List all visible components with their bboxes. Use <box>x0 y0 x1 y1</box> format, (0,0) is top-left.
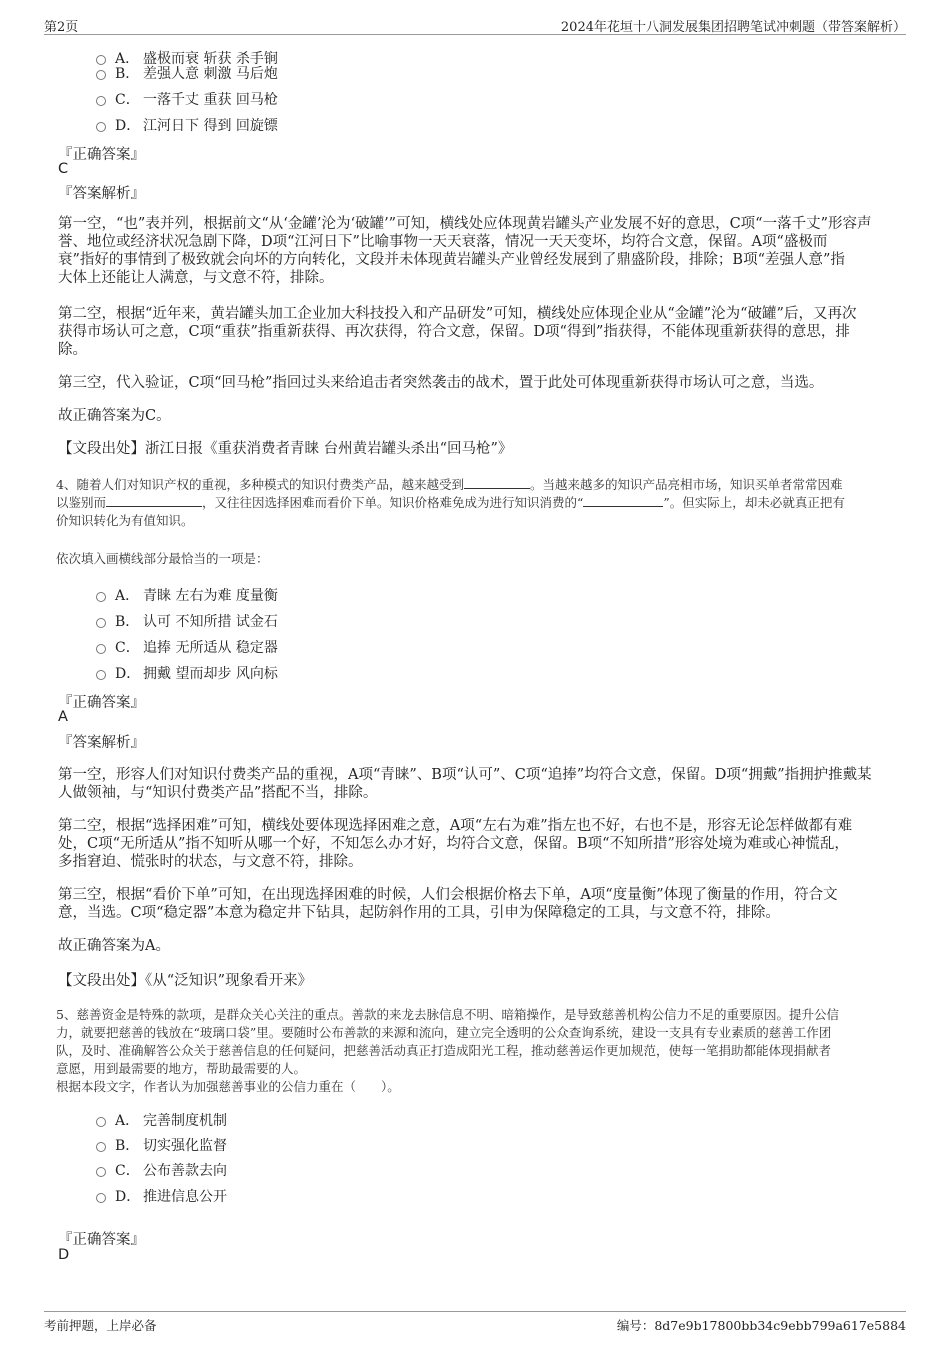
q5-option-c[interactable]: C． 公布善款去向 <box>96 1160 227 1180</box>
q4-source: 【文段出处】《从“泛知识”现象看开来》 <box>58 973 313 989</box>
radio-icon[interactable] <box>96 70 106 80</box>
q3-answer-label: 『正确答案』 <box>58 147 145 163</box>
q5-option-b[interactable]: B． 切实强化监督 <box>96 1135 227 1155</box>
q3-conclusion: 故正确答案为C。 <box>58 408 171 424</box>
q4-prompt: 依次填入画横线部分最恰当的一项是： <box>56 551 269 566</box>
q5-option-d[interactable]: D． 推进信息公开 <box>96 1186 227 1206</box>
q4-answer-label: 『正确答案』 <box>58 695 145 711</box>
radio-icon[interactable] <box>96 1117 106 1127</box>
q4-analysis-p2: 第二空，根据“选择困难”可知，横线处要体现选择困难之意，A项“左右为难”指左也不好，右也不是，形容无论怎样做都有难 处，C项“无所适从”指不知听从哪一个好，不知怎么办才好，均符合文意，保留。B项“不知所措”形容处境为难或心神慌乱， 多指窘迫、慌张时的状态，与文意不符，排除。 <box>58 818 853 870</box>
document-serial: 编号：8d7e9b17800bb34c9ebb799a617e5884 <box>616 1318 906 1333</box>
q3-answer: C <box>58 161 69 177</box>
radio-icon[interactable] <box>96 592 106 602</box>
q4-analysis-p1: 第一空，形容人们对知识付费类产品的重视，A项“青睐”、B项“认可”、C项“追捧”均符合文意，保留。D项“拥戴”指拥护推戴某 人做领袖，与“知识付费类产品”搭配不当，排除。 <box>58 767 872 801</box>
radio-icon[interactable] <box>96 1167 106 1177</box>
radio-icon[interactable] <box>96 1142 106 1152</box>
q4-option-b[interactable]: B． 认可 不知所措 试金石 <box>96 611 278 631</box>
q3-analysis-p1: 第一空，“也”表并列，根据前文“从‘金罐’沦为‘破罐’”可知，横线处应体现黄岩罐头产业发展不好的意思，C项“一落千丈”形容声 誉、地位或经济状况急剧下降，D项“江河日下”比喻事物一天天衰落，情况一天天变坏，均符合文意，保留。A项“盛极而 衰”指好的事情到了极致就会向坏的方向转化，文段并未体现黄岩罐头产业曾经发展到了鼎盛阶段，排除；B项“差强人意”指 大体上还能让人满意，与文意不符，排除。 <box>58 216 872 286</box>
q3-analysis-p2: 第二空，根据“近年来，黄岩罐头加工企业加大科技投入和产品研发”可知，横线处应体现企业从“金罐”沦为“破罐”后，又再次 获得市场认可之意，C项“重获”指重新获得、再次获得，符合文意，保留。D项“得到”指获得，不能体现重新获得的意思，排 除。 <box>58 306 857 358</box>
blank-line <box>464 476 530 489</box>
page-header <box>44 14 906 35</box>
radio-icon[interactable] <box>96 122 106 132</box>
q3-option-a[interactable]: A． 盛极而衰 斩获 杀手锏 <box>96 48 278 68</box>
q3-option-d[interactable]: D． 江河日下 得到 回旋镖 <box>96 115 278 135</box>
q3-source: 【文段出处】浙江日报《重获消费者青睐 台州黄岩罐头杀出“回马枪”》 <box>58 441 513 457</box>
q3-option-b[interactable]: B． 差强人意 刺激 马后炮 <box>96 63 278 83</box>
q4-stem: 4、随着人们对知识产权的重视，多种模式的知识付费类产品，越来越受到 。当越来越多的知识产品亮相市场，知识买单者常常因难 以鉴别而 ，又往往因选择困难而看价下单。知识价格难免成为进行知识消费的“ ”。但实际上，却未必就真正把有 价知识转化为有值知识。 <box>56 477 845 528</box>
radio-icon[interactable] <box>96 1193 106 1203</box>
radio-icon[interactable] <box>96 644 106 654</box>
q5-answer-label: 『正确答案』 <box>58 1232 145 1248</box>
document-title: 2024年花垣十八洞发展集团招聘笔试冲刺题（带答案解析） <box>560 20 906 35</box>
radio-icon[interactable] <box>96 670 106 680</box>
q4-option-c[interactable]: C． 追捧 无所适从 稳定器 <box>96 637 278 657</box>
blank-line <box>583 494 663 507</box>
q5-answer: D <box>58 1247 70 1263</box>
q4-analysis-p3: 第三空，根据“看价下单”可知，在出现选择困难的时候，人们会根据价格去下单，A项“度量衡”体现了衡量的作用，符合文 意，当选。C项“稳定器”本意为稳定井下钻具，起防斜作用的工具，引申为保障稳定的工具，与文意不符，排除。 <box>58 887 838 921</box>
q4-conclusion: 故正确答案为A。 <box>58 938 170 954</box>
page-number: 第2页 <box>44 20 79 35</box>
radio-icon[interactable] <box>96 618 106 628</box>
q5-option-a[interactable]: A． 完善制度机制 <box>96 1110 227 1130</box>
q3-option-c[interactable]: C． 一落千丈 重获 回马枪 <box>96 89 278 109</box>
page-footer <box>44 1311 906 1332</box>
radio-icon[interactable] <box>96 96 106 106</box>
q4-option-d[interactable]: D． 拥戴 望而却步 风向标 <box>96 663 278 683</box>
q3-analysis-label: 『答案解析』 <box>58 186 145 202</box>
q5-stem: 5、慈善资金是特殊的款项，是群众关心关注的重点。善款的来龙去脉信息不明、暗箱操作，是导致慈善机构公信力不足的重要原因。提升公信 力，就要把慈善的钱放在“玻璃口袋”里。要随时公布善款的来源和流向，建立完全透明的公众查询系统，建设一支具有专业素质的慈善工作团 队，及时、准确解答公众关于慈善信息的任何疑问，把慈善活动真正打造成阳光工程，推动慈善运作更加规范，使每一笔捐助都能体现捐献者 意愿，用到最需要的地方，帮助最需要的人。 根据本段文字，作者认为加强慈善事业的公信力重在（ ）。 <box>56 1006 894 1096</box>
q4-option-a[interactable]: A． 青睐 左右为难 度量衡 <box>96 585 278 605</box>
q3-analysis-p3: 第三空，代入验证，C项“回马枪”指回过头来给追击者突然袭击的战术，置于此处可体现重新获得市场认可之意，当选。 <box>58 375 824 391</box>
q4-answer: A <box>58 709 68 725</box>
blank-line <box>106 494 202 507</box>
footer-slogan: 考前押题，上岸必备 <box>44 1318 157 1333</box>
q4-analysis-label: 『答案解析』 <box>58 735 145 751</box>
q5-prompt: 根据本段文字，作者认为加强慈善事业的公信力重在（ ）。 <box>56 1079 400 1094</box>
